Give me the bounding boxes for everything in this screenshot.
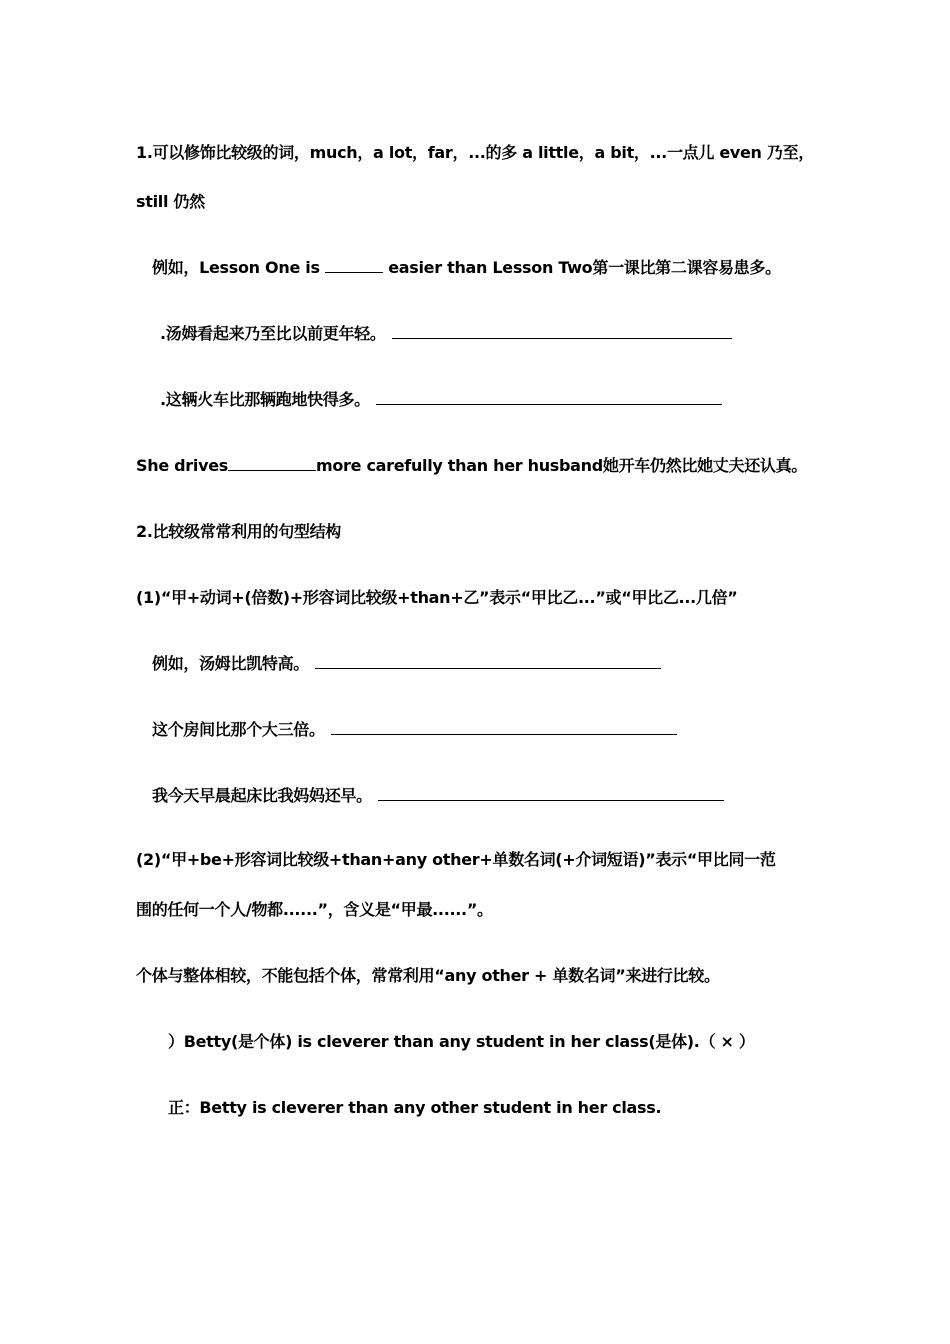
correct-example: 正：Betty is cleverer than any other student in her class. <box>168 1098 662 1117</box>
rule1-example-tom-taller-text: 例如，汤姆比凯特高。 <box>152 654 310 673</box>
question-she-drives-pre: She drives <box>136 456 228 475</box>
example-lesson-one-pre: 例如，Lesson One is <box>152 258 325 277</box>
section1-heading-line1: 1.可以修饰比较级的词，much，a lot，far，...的多 a little，a bit，...一点儿 even 乃至， <box>136 143 815 162</box>
rule1-example-tom-taller <box>152 653 661 675</box>
question-she-drives-post: more carefully than her husband她开车仍然比她丈夫还认真。 <box>315 456 808 475</box>
section2-heading: 2.比较级常常利用的句型结构 <box>136 522 342 541</box>
rule2-text-line2: 围的任何一个人/物都......”，含义是“甲最......”。 <box>136 900 493 919</box>
rule1-example-got-up-earlier-text: 我今天早晨起床比我妈妈还早。 <box>152 786 372 805</box>
answer-blank-6[interactable] <box>331 719 677 735</box>
rule1-example-room-bigger <box>152 719 677 741</box>
question-train-faster-text: .这辆火车比那辆跑地快得多。 <box>160 390 370 409</box>
example-lesson-one-post: easier than Lesson Two第一课比第二课容易患多。 <box>382 258 781 277</box>
question-she-drives <box>136 455 807 477</box>
rule1-example-room-bigger-text: 这个房间比那个大三倍。 <box>152 720 325 739</box>
wrong-example: ）Betty(是个体) is cleverer than any student in her class(是体).（ × ） <box>168 1032 755 1051</box>
answer-blank-7[interactable] <box>378 785 724 801</box>
question-tom-younger-text: .汤姆看起来乃至比以前更年轻。 <box>160 324 386 343</box>
rule1-text: (1)“甲+动词+(倍数)+形容词比较级+than+乙”表示“甲比乙...”或“甲比乙...几倍” <box>136 588 738 607</box>
question-tom-younger <box>160 323 732 345</box>
answer-blank-4[interactable] <box>228 455 316 471</box>
rule2-text-line1: (2)“甲+be+形容词比较级+than+any other+单数名词(+介词短语)”表示“甲比同一范 <box>136 850 776 869</box>
section1-heading-line2: still 仍然 <box>136 192 205 211</box>
answer-blank-3[interactable] <box>376 389 722 405</box>
rule1-example-got-up-earlier <box>152 785 724 807</box>
example-lesson-one <box>152 257 781 279</box>
answer-blank-5[interactable] <box>315 653 661 669</box>
answer-blank-2[interactable] <box>392 323 732 339</box>
note-any-other: 个体与整体相较，不能包括个体，常常利用“any other + 单数名词”来进行比较。 <box>136 966 720 985</box>
question-train-faster <box>160 389 722 411</box>
answer-blank-1[interactable] <box>325 257 383 273</box>
